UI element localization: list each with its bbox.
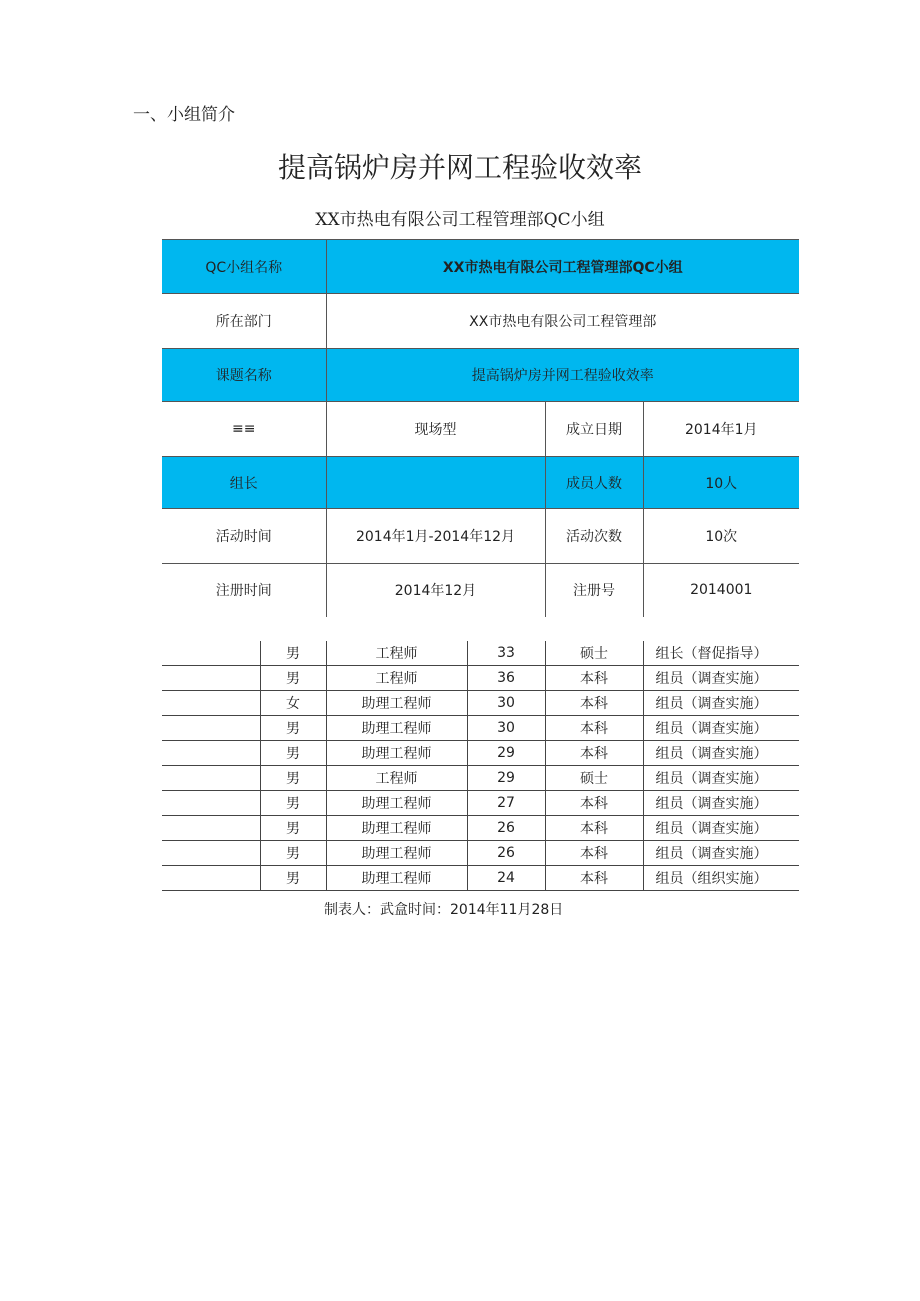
type-value: 现场型 <box>326 402 545 457</box>
member-gender-cell: 男 <box>260 741 326 766</box>
table-row <box>162 816 799 841</box>
activity-period-label: 活动时间 <box>162 509 326 564</box>
member-title-cell: 助理工程师 <box>326 716 467 741</box>
members-count-label: 成员人数 <box>545 457 643 509</box>
member-title-cell: 助理工程师 <box>326 866 467 891</box>
table-row <box>162 791 799 816</box>
founded-value: 2014年1月 <box>643 402 799 457</box>
member-role-cell: 组员（调查实施） <box>643 691 799 716</box>
member-role-cell: 组员（调查实施） <box>643 816 799 841</box>
leader-row <box>162 457 799 509</box>
member-age-cell: 26 <box>467 841 545 866</box>
member-age-cell: 26 <box>467 816 545 841</box>
table-row <box>162 741 799 766</box>
member-name-cell <box>162 866 260 891</box>
leader-value <box>326 457 545 509</box>
table-row <box>162 866 799 891</box>
founded-label: 成立日期 <box>545 402 643 457</box>
member-title-cell: 工程师 <box>326 666 467 691</box>
member-role-cell: 组员（调查实施） <box>643 841 799 866</box>
type-row <box>162 402 799 457</box>
table-row <box>162 841 799 866</box>
member-role-cell: 组长（督促指导） <box>643 641 799 666</box>
member-education-cell: 本科 <box>545 791 643 816</box>
member-gender-cell: 男 <box>260 666 326 691</box>
member-age-cell: 30 <box>467 716 545 741</box>
member-education-cell: 硕士 <box>545 766 643 791</box>
topic-label: 课题名称 <box>162 349 326 402</box>
member-role-cell: 组员（组织实施） <box>643 866 799 891</box>
activity-period-value: 2014年1月-2014年12月 <box>326 509 545 564</box>
document-subtitle: XX市热电有限公司工程管理部QC小组 <box>315 210 605 230</box>
member-title-cell: 助理工程师 <box>326 841 467 866</box>
member-age-cell: 24 <box>467 866 545 891</box>
registration-time-label: 注册时间 <box>162 564 326 617</box>
member-name-cell <box>162 741 260 766</box>
member-title-cell: 助理工程师 <box>326 691 467 716</box>
member-title-cell: 工程师 <box>326 766 467 791</box>
topic-value: 提高锅炉房并网工程验收效率 <box>326 349 799 402</box>
member-name-cell <box>162 766 260 791</box>
member-gender-cell: 男 <box>260 841 326 866</box>
activity-count-label: 活动次数 <box>545 509 643 564</box>
member-education-cell: 本科 <box>545 666 643 691</box>
member-age-cell: 27 <box>467 791 545 816</box>
member-education-cell: 本科 <box>545 716 643 741</box>
table-row <box>162 666 799 691</box>
table-row <box>162 691 799 716</box>
member-title-cell: 助理工程师 <box>326 816 467 841</box>
activity-row <box>162 509 799 564</box>
department-label: 所在部门 <box>162 294 326 349</box>
member-role-cell: 组员（调查实施） <box>643 741 799 766</box>
table-row <box>162 641 799 666</box>
footer-note: 制表人：武盒时间：2014年11月28日 <box>324 902 564 918</box>
member-education-cell: 硕士 <box>545 641 643 666</box>
member-age-cell: 36 <box>467 666 545 691</box>
member-gender-cell: 男 <box>260 766 326 791</box>
member-age-cell: 29 <box>467 741 545 766</box>
table-row <box>162 716 799 741</box>
section-heading: 一、小组简介 <box>133 105 235 125</box>
member-gender-cell: 男 <box>260 641 326 666</box>
team-info-table <box>162 239 799 617</box>
member-gender-cell: 男 <box>260 716 326 741</box>
topic-row <box>162 349 799 402</box>
member-table <box>162 641 799 891</box>
registration-number-value: 2014001 <box>643 564 799 617</box>
registration-number-label: 注册号 <box>545 564 643 617</box>
member-gender-cell: 男 <box>260 816 326 841</box>
member-table-body <box>162 641 799 891</box>
member-gender-cell: 男 <box>260 791 326 816</box>
member-gender-cell: 男 <box>260 866 326 891</box>
team-name-label: QC小组名称 <box>162 240 326 294</box>
member-name-cell <box>162 641 260 666</box>
member-name-cell <box>162 691 260 716</box>
team-name-row <box>162 240 799 294</box>
document-title: 提高锅炉房并网工程验收效率 <box>277 151 642 184</box>
registration-row <box>162 564 799 617</box>
member-name-cell <box>162 666 260 691</box>
registration-time-value: 2014年12月 <box>326 564 545 617</box>
team-name-value: XX市热电有限公司工程管理部QC小组 <box>326 240 799 294</box>
member-role-cell: 组员（调查实施） <box>643 791 799 816</box>
type-label: ≡≡ <box>162 402 326 457</box>
member-name-cell <box>162 816 260 841</box>
member-age-cell: 29 <box>467 766 545 791</box>
member-education-cell: 本科 <box>545 841 643 866</box>
member-title-cell: 工程师 <box>326 641 467 666</box>
member-education-cell: 本科 <box>545 691 643 716</box>
member-education-cell: 本科 <box>545 816 643 841</box>
member-role-cell: 组员（调查实施） <box>643 766 799 791</box>
department-value: XX市热电有限公司工程管理部 <box>326 294 799 349</box>
member-education-cell: 本科 <box>545 866 643 891</box>
leader-label: 组长 <box>162 457 326 509</box>
member-role-cell: 组员（调查实施） <box>643 666 799 691</box>
member-age-cell: 30 <box>467 691 545 716</box>
department-row <box>162 294 799 349</box>
member-name-cell <box>162 841 260 866</box>
member-age-cell: 33 <box>467 641 545 666</box>
member-title-cell: 助理工程师 <box>326 791 467 816</box>
member-role-cell: 组员（调查实施） <box>643 716 799 741</box>
member-gender-cell: 女 <box>260 691 326 716</box>
member-name-cell <box>162 791 260 816</box>
member-title-cell: 助理工程师 <box>326 741 467 766</box>
member-name-cell <box>162 716 260 741</box>
table-row <box>162 766 799 791</box>
members-count-value: 10人 <box>643 457 799 509</box>
member-education-cell: 本科 <box>545 741 643 766</box>
activity-count-value: 10次 <box>643 509 799 564</box>
